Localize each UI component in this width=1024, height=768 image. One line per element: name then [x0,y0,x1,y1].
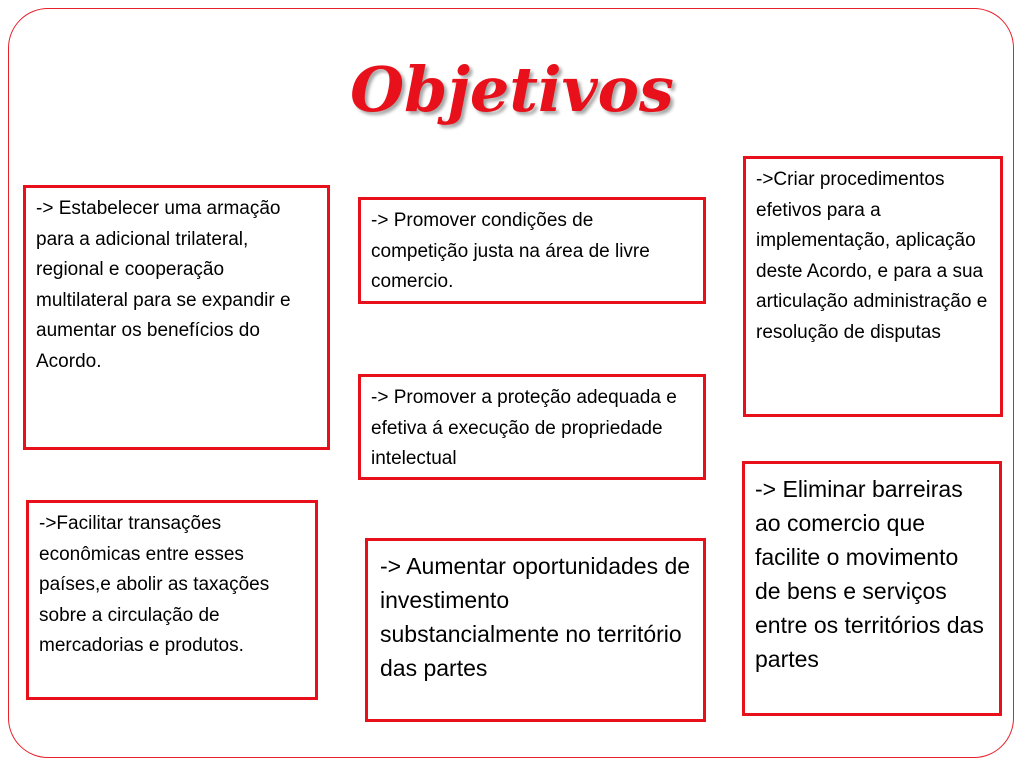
objective-box-fair-competition: -> Promover condições de competição justa na área de livre comercio. [358,197,706,304]
objective-box-cooperation: -> Estabelecer uma armação para a adicional trilateral, regional e cooperação multilateral para se expandir e aumentar os benefícios do Acordo. [23,185,330,450]
objective-box-investment: -> Aumentar oportunidades de investimento substancialmente no território das partes [365,538,706,722]
objective-box-trade-barriers: -> Eliminar barreiras ao comercio que facilite o movimento de bens e serviços entre os territórios das partes [742,461,1002,716]
objective-box-intellectual-property: -> Promover a proteção adequada e efetiva á execução de propriedade intelectual [358,374,706,480]
objective-box-economic-transactions: ->Facilitar transações econômicas entre esses países,e abolir as taxações sobre a circulação de mercadorias e produtos. [26,500,318,700]
objective-box-procedures: ->Criar procedimentos efetivos para a implementação, aplicação deste Acordo, e para a sua articulação administração e resolução de disputas [743,156,1003,417]
slide-title: Objetivos [350,53,674,126]
